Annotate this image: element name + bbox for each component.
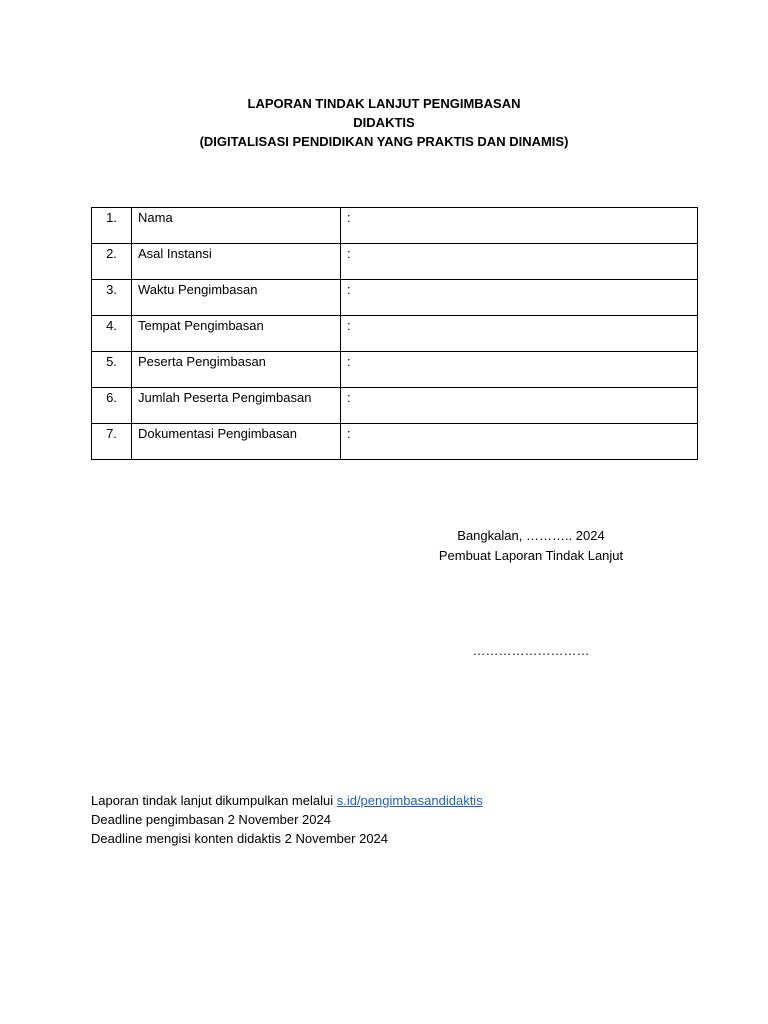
table-row <box>92 280 698 316</box>
row-label-waktu: Waktu Pengimbasan <box>132 280 341 316</box>
row-label-jumlah-peserta: Jumlah Peserta Pengimbasan <box>132 388 341 424</box>
deadline-pengimbasan: Deadline pengimbasan 2 November 2024 <box>91 812 331 827</box>
submission-notes <box>91 791 483 848</box>
row-label-dokumentasi: Dokumentasi Pengimbasan <box>132 424 341 460</box>
signer-name-placeholder: ……………………… <box>472 643 590 658</box>
table-row <box>92 352 698 388</box>
row-value-asal-instansi[interactable]: : <box>341 244 698 280</box>
table-row <box>92 208 698 244</box>
row-number: 6. <box>92 388 132 424</box>
row-value-waktu[interactable]: : <box>341 280 698 316</box>
row-value-nama[interactable]: : <box>341 208 698 244</box>
signature-block <box>400 526 662 566</box>
submit-link[interactable]: s.id/pengimbasandidaktis <box>336 793 483 808</box>
row-number: 3. <box>92 280 132 316</box>
row-value-dokumentasi[interactable]: : <box>341 424 698 460</box>
row-label-peserta: Peserta Pengimbasan <box>132 352 341 388</box>
row-number: 5. <box>92 352 132 388</box>
place-date: Bangkalan, ……….. 2024 <box>457 528 605 543</box>
row-value-peserta[interactable]: : <box>341 352 698 388</box>
submit-note <box>91 791 483 810</box>
row-value-tempat[interactable]: : <box>341 316 698 352</box>
row-value-jumlah-peserta[interactable]: : <box>341 388 698 424</box>
signer-role: Pembuat Laporan Tindak Lanjut <box>438 548 624 563</box>
row-number: 7. <box>92 424 132 460</box>
title-line-2: DIDAKTIS <box>353 115 415 130</box>
row-label-tempat: Tempat Pengimbasan <box>132 316 341 352</box>
submit-note-text: Laporan tindak lanjut dikumpulkan melalui <box>91 793 337 808</box>
report-form-table <box>91 207 698 460</box>
row-number: 1. <box>92 208 132 244</box>
document-title <box>0 94 768 151</box>
title-line-1: LAPORAN TINDAK LANJUT PENGIMBASAN <box>247 96 521 111</box>
table-row <box>92 244 698 280</box>
row-number: 4. <box>92 316 132 352</box>
deadline-konten: Deadline mengisi konten didaktis 2 November 2024 <box>91 831 389 846</box>
table-row <box>92 388 698 424</box>
row-number: 2. <box>92 244 132 280</box>
table-row <box>92 316 698 352</box>
title-line-3: (DIGITALISASI PENDIDIKAN YANG PRAKTIS DAN DINAMIS) <box>199 134 569 149</box>
row-label-asal-instansi: Asal Instansi <box>132 244 341 280</box>
row-label-nama: Nama <box>132 208 341 244</box>
table-row <box>92 424 698 460</box>
